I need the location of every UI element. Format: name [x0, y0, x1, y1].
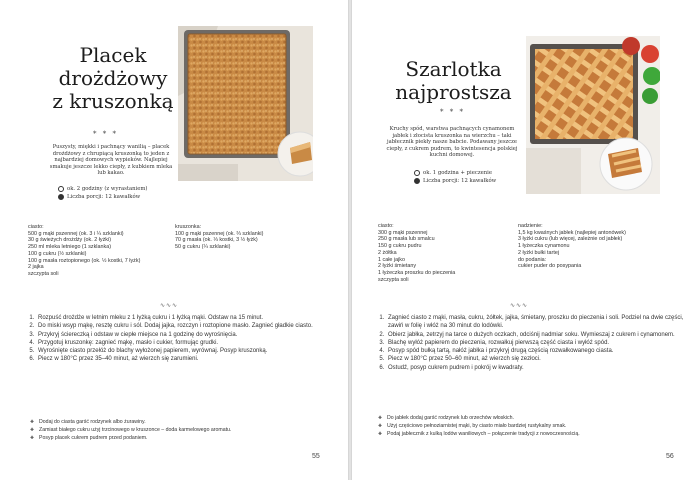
step-item: 4. Przygotuj kruszonkę: zagnieć mąkę, masło i cukier, formując grudki. [36, 339, 326, 347]
recipe-title [38, 44, 188, 113]
step-item: 2. Obierz jabłka, zetrzyj na tarce o dużych oczkach, odciśnij nadmiar soku. Wymieszaj z cukrem i cynamonem. [386, 331, 686, 339]
stars-ornament: * * * [440, 108, 465, 116]
step-item: 3. Przykryj ściereczką i odstaw w ciepłe miejsce na 1 godzinę do wyrośnięcia. [36, 331, 326, 339]
ingredient-line: 150 g cukru pudru [378, 243, 422, 250]
plate-icon [414, 178, 420, 184]
time-row [414, 169, 496, 177]
step-item: 6. Piecz w 180°C przez 35–40 minut, aż wierzch się zarumieni. [36, 355, 326, 363]
page-left [0, 0, 348, 480]
step-item: 2. Do miski wsyp mąkę, resztę cukru i sól. Dodaj jajka, rozczyn i roztopione masło. Zagnieć gładkie ciasto. [36, 322, 326, 330]
title-line: drożdżowy [58, 66, 168, 90]
time-text: ok. 1 godzina + pieczenie [423, 170, 493, 176]
page-number: 55 [312, 453, 320, 460]
tip-item: ❖ Podaj jabłecznik z kulką lodów waniliowych – połączenie tradycji z nowoczesnością. [378, 430, 580, 438]
tips-list [30, 418, 231, 442]
clock-icon [58, 186, 64, 192]
stars-ornament: * * * [93, 130, 118, 138]
recipe-intro: Puszysty, miękki i pachnący wanilią – placek drożdżowy z chrupiącą kruszonką to jeden z najbardziej domowych wypieków. Najlepiej smakuje jeszcze lekko ciepły, z kubkiem mleka lub kakao. [49, 144, 173, 177]
step-item: 4. Posyp spód bułką tartą, nałóż jabłka i przykryj drugą częścią rozwałkowanego ciasta. [386, 347, 686, 355]
tips-list [378, 414, 580, 438]
ingredients-left [28, 224, 140, 278]
portions-row [414, 177, 496, 185]
apple-pie-photo [526, 36, 660, 194]
ingredient-line: 1 całe jajko [378, 256, 405, 263]
ingredient-line: 3 łyżki cukru (lub więcej, zależnie od jabłek) [518, 236, 623, 243]
title-line: Szarlotka [405, 57, 502, 81]
step-item: 3. Blachę wyłóż papierem do pieczenia, rozwałkuj pierwszą część ciasta i wyłóż spód. [386, 339, 686, 347]
portions-row [58, 193, 147, 201]
tip-item: ❖ Użyj częściowo pełnoziarnistej mąki, by ciasto miało bardziej rustykalny smak. [378, 422, 580, 430]
ingredient-line: 50 g cukru (¼ szklanki) [175, 244, 231, 251]
ingredient-line: 100 g masła roztopionego (ok. ½ kostki, 7 łyżk) [28, 257, 141, 264]
section-divider: ∿∿∿ [510, 302, 529, 309]
step-item: 5. Wyrośnięte ciasto przełóż do blachy wyłożonej papierem, wyrównaj. Posyp kruszonką. [36, 347, 326, 355]
ingredient-line: ciasto: [28, 224, 44, 230]
ingredient-line: nadzienie: [518, 223, 543, 229]
ingredient-line: 2 jajka [28, 264, 44, 271]
recipe-meta [58, 185, 147, 201]
plate-icon [58, 194, 64, 200]
step-item: 6. Ostudź, posyp cukrem pudrem i pokrój w kwadraty. [386, 364, 686, 372]
ingredient-line: 1 łyżeczka proszku do pieczenia [378, 269, 456, 276]
page-number: 56 [666, 453, 674, 460]
ingredient-line: 100 g mąki pszennej (ok. ⅔ szklanki) [175, 230, 264, 237]
ingredient-line: 70 g masła (ok. ⅓ kostki, 3 ½ łyżk) [175, 237, 258, 244]
recipe-intro: Kruchy spód, warstwa pachnących cynamonem jabłek i złocista kruszonka na wierzchu – taki jabłecznik piekły nasze babcie. Podawany jeszcze ciepły, z cukrem pudrem, to kwintesencja polskiej kuchni domowej. [386, 126, 518, 159]
ingredients-right [175, 224, 263, 251]
page-right [352, 0, 700, 480]
clock-icon [414, 170, 420, 176]
ingredient-line: 250 g masła lub smalcu [378, 236, 435, 243]
ingredient-line: szczypta soli [378, 276, 409, 283]
title-line: z kruszonką [52, 89, 174, 113]
tip-item: ❖ Zamiast białego cukru użyj trzcinowego w kruszonce – doda karmelowego aromatu. [30, 426, 231, 434]
ingredient-line: 1 łyżeczka cynamonu [518, 243, 570, 250]
step-item: 1. Rozpuść drożdże w letnim mleku z 1 łyżką cukru i 1 łyżką mąki. Odstaw na 15 minut. [36, 314, 326, 322]
step-item: 5. Piecz w 180°C przez 50–60 minut, aż wierzch się zezłoci. [386, 355, 686, 363]
ingredient-line: do podania: [518, 256, 547, 263]
title-line: Placek [79, 43, 147, 67]
ingredients-right [518, 223, 626, 270]
steps-list [372, 314, 686, 372]
ingredient-line: 300 g mąki pszennej [378, 229, 428, 236]
title-line: najprostsza [395, 80, 512, 104]
ingredients-left [378, 223, 455, 283]
ingredient-line: 500 g mąki pszennej (ok. 3 i ¼ szklanki) [28, 230, 124, 237]
ingredient-line: 30 g świeżych drożdży (ok. 2 łyżki) [28, 237, 111, 244]
ingredient-line: szczypta soli [28, 270, 59, 277]
portions-text: Liczba porcji: 12 kawałków [423, 178, 497, 184]
recipe-title [386, 58, 521, 104]
ingredient-line: 250 ml mleka letniego (1 szklanka) [28, 244, 111, 251]
ingredient-line: 2 łyżki śmietany [378, 263, 417, 270]
tip-item: ❖ Do jabłek dodaj garść rodzynek lub orzechów włoskich. [378, 414, 580, 422]
time-row [58, 185, 147, 193]
steps-list [22, 314, 326, 364]
ingredient-line: 2 łyżki bułki tartej [518, 249, 560, 256]
ingredient-line: ciasto: [378, 223, 394, 229]
ingredient-line: cukier puder do posypania [518, 263, 582, 270]
time-text: ok. 2 godziny (z wyrastaniem) [67, 186, 148, 192]
step-item: 1. Zagnieć ciasto z mąki, masła, cukru, żółtek, jajka, śmietany, proszku do pieczenia i soli. Podziel na dwie części, zawiń w folię i włóż na 30 minut do lodówki. [386, 314, 686, 331]
section-divider: ∿∿∿ [160, 302, 179, 309]
ingredient-line: 100 g cukru (½ szklanki) [28, 250, 87, 257]
tip-item: ❖ Posyp placek cukrem pudrem przed podaniem. [30, 434, 231, 442]
ingredient-line: kruszonka: [175, 224, 202, 230]
tip-item: ❖ Dodaj do ciasta garść rodzynek albo żurawiny. [30, 418, 231, 426]
cake-photo [178, 26, 313, 181]
ingredient-line: 2 żółtka [378, 249, 397, 256]
recipe-meta [414, 169, 496, 185]
portions-text: Liczba porcji: 12 kawałków [67, 194, 141, 200]
ingredient-line: 1,5 kg kwaśnych jabłek (najlepiej antonówek) [518, 229, 626, 236]
